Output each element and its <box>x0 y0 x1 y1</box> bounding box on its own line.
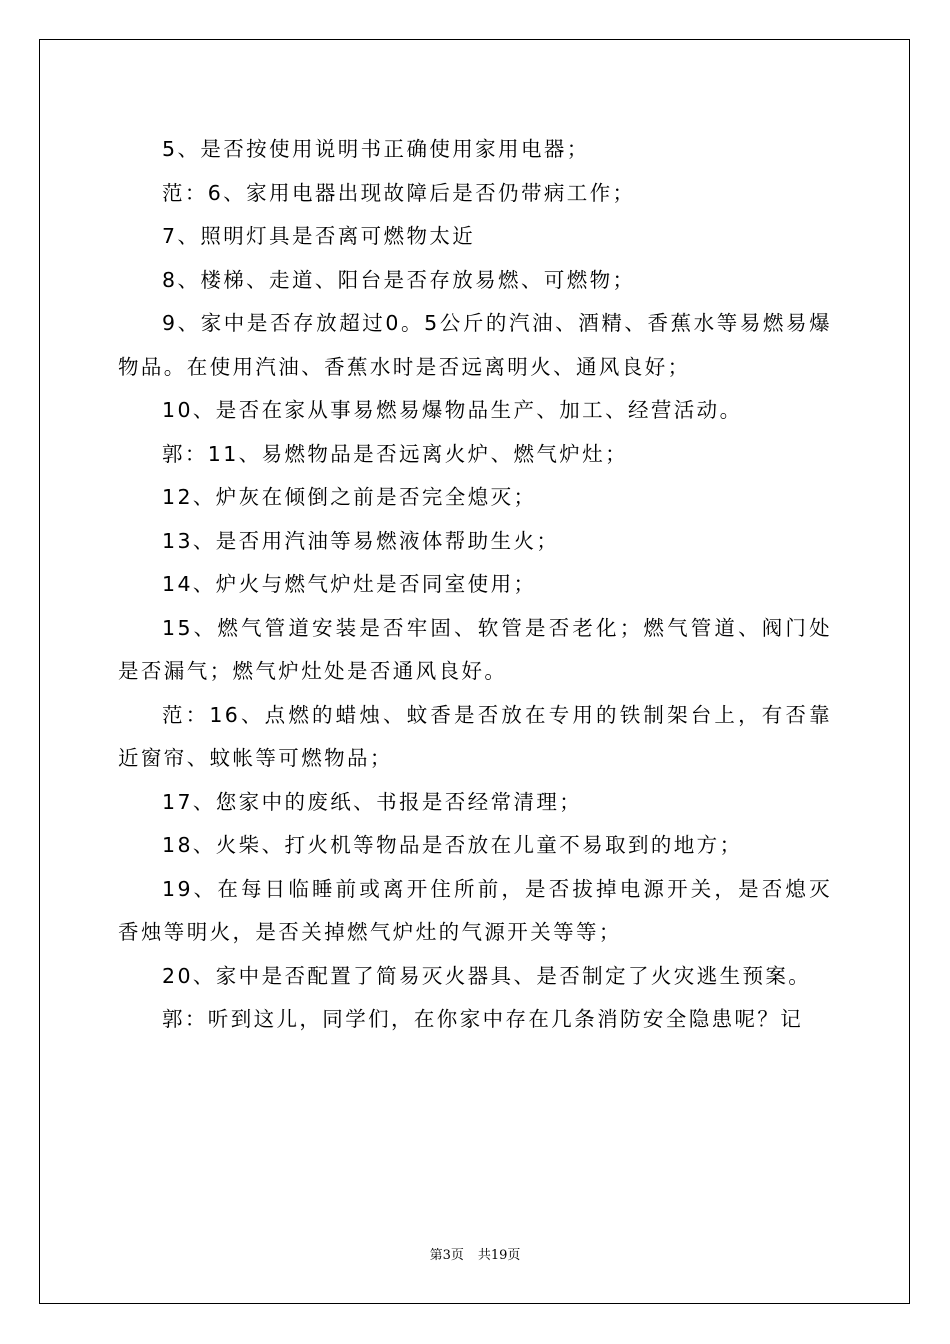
paragraph: 范：6、家用电器出现故障后是否仍带病工作； <box>162 180 636 205</box>
paragraph: 19、在每日临睡前或离开住所前，是否拔掉电源开关，是否熄灭香烛等明火，是否关掉燃气炉灶的气源开关等等； <box>118 876 832 944</box>
paragraph: 郭：听到这儿，同学们，在你家中存在几条消防安全隐患呢？记 <box>162 1007 804 1031</box>
paragraph: 5、是否按使用说明书正确使用家用电器； <box>162 137 590 161</box>
page-number: 第3页 <box>429 1248 464 1263</box>
paragraph: 范：16、点燃的蜡烛、蚊香是否放在专用的铁制架台上，有否靠近窗帘、蚊帐等可燃物品； <box>118 702 832 770</box>
paragraph: 8、楼梯、走道、阳台是否存放易燃、可燃物； <box>162 267 636 292</box>
paragraph: 9、家中是否存放超过0。5公斤的汽油、酒精、香蕉水等易燃易爆物品。在使用汽油、香蕉水时是否远离明火、通风良好； <box>118 311 832 379</box>
paragraph: 17、您家中的废纸、书报是否经常清理； <box>162 789 583 814</box>
paragraph: 12、炉灰在倾倒之前是否完全熄灭； <box>162 485 537 509</box>
paragraph: 20、家中是否配置了简易灭火器具、是否制定了火灾逃生预案。 <box>162 963 812 988</box>
paragraph: 14、炉火与燃气炉灶是否同室使用； <box>162 572 537 596</box>
paragraph: 18、火柴、打火机等物品是否放在儿童不易取到的地方； <box>162 833 743 857</box>
paragraph: 15、燃气管道安装是否牢固、软管是否老化；燃气管道、阀门处是否漏气；燃气炉灶处是否通风良好。 <box>118 615 832 683</box>
page-total: 共19页 <box>477 1248 521 1263</box>
paragraph: 7、照明灯具是否离可燃物太近 <box>162 224 476 248</box>
paragraph: 郭：11、易燃物品是否远离火炉、燃气炉灶； <box>162 441 628 466</box>
paragraph: 10、是否在家从事易燃易爆物品生产、加工、经营活动。 <box>162 398 743 422</box>
document-body <box>118 128 832 1042</box>
paragraph: 13、是否用汽油等易燃液体帮助生火； <box>162 528 560 553</box>
page-footer <box>0 1246 950 1266</box>
